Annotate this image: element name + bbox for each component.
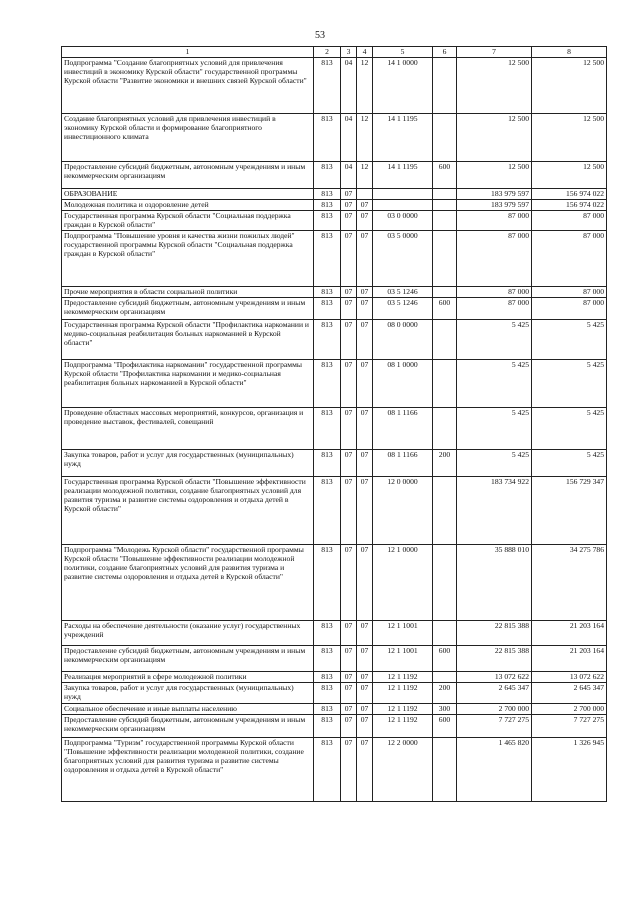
table-row <box>62 545 607 621</box>
table-row <box>62 58 607 114</box>
row-code-subsection: 07 <box>357 672 373 683</box>
row-code-subsection: 07 <box>357 231 373 287</box>
row-code-subsection: 12 <box>357 58 373 114</box>
row-amount-1: 13 072 622 <box>457 672 532 683</box>
row-code-subsection <box>357 189 373 200</box>
table-row <box>62 477 607 545</box>
row-code-section: 07 <box>341 287 357 298</box>
row-amount-1: 87 000 <box>457 231 532 287</box>
row-name: Предоставление субсидий бюджетным, автономным учреждениям и иным некоммерческим организациям <box>62 162 314 189</box>
row-code-expense-type <box>433 408 457 450</box>
row-code-admin: 813 <box>314 545 341 621</box>
row-code-admin: 813 <box>314 704 341 715</box>
row-amount-2: 12 500 <box>532 162 607 189</box>
row-name: Создание благоприятных условий для привлечения инвестиций в экономику Курской области и формирование благоприятного инвестиционного климата <box>62 114 314 162</box>
row-code-section: 07 <box>341 189 357 200</box>
row-code-admin: 813 <box>314 450 341 477</box>
row-amount-2: 156 974 022 <box>532 189 607 200</box>
row-code-subsection: 07 <box>357 683 373 704</box>
row-code-subsection: 07 <box>357 646 373 672</box>
row-code-admin: 813 <box>314 477 341 545</box>
table-row <box>62 683 607 704</box>
row-name: Государственная программа Курской области "Профилактика наркомании и медико-социальная реабилитация больных наркоманией в Курской области" <box>62 320 314 360</box>
row-amount-2: 2 645 347 <box>532 683 607 704</box>
row-code-expense-type <box>433 672 457 683</box>
table-row <box>62 360 607 408</box>
row-amount-1: 183 979 597 <box>457 200 532 211</box>
row-code-expense-type <box>433 58 457 114</box>
row-code-expense-type <box>433 211 457 231</box>
row-amount-1: 22 815 388 <box>457 621 532 646</box>
row-code-target: 14 1 1195 <box>373 162 433 189</box>
row-code-subsection: 12 <box>357 114 373 162</box>
row-amount-1: 87 000 <box>457 211 532 231</box>
row-amount-1: 7 727 275 <box>457 715 532 738</box>
table-row <box>62 287 607 298</box>
row-name: Молодежная политика и оздоровление детей <box>62 200 314 211</box>
row-code-subsection: 07 <box>357 738 373 802</box>
row-code-expense-type <box>433 200 457 211</box>
row-code-target: 12 1 0000 <box>373 545 433 621</box>
row-amount-2: 21 203 164 <box>532 621 607 646</box>
row-code-section: 07 <box>341 320 357 360</box>
row-code-subsection: 07 <box>357 287 373 298</box>
row-name: Государственная программа Курской области "Повышение эффективности реализации молодежной политики, создание благоприятных условий для развития туризма и развитие системы оздоровления и отдыха детей в Курской области" <box>62 477 314 545</box>
row-code-section: 07 <box>341 298 357 320</box>
row-code-section: 07 <box>341 738 357 802</box>
row-code-section: 07 <box>341 683 357 704</box>
row-code-expense-type: 200 <box>433 450 457 477</box>
row-name: Подпрограмма "Туризм" государственной программы Курской области "Повышение эффективности реализации молодежной политики, создание благоприятных условий для развития туризма и развитие системы оздоровления и отдыха детей в Курской области" <box>62 738 314 802</box>
row-code-subsection: 07 <box>357 545 373 621</box>
row-code-admin: 813 <box>314 360 341 408</box>
row-code-target: 12 0 0000 <box>373 477 433 545</box>
row-code-section: 07 <box>341 450 357 477</box>
row-code-admin: 813 <box>314 298 341 320</box>
row-name: Реализация мероприятий в сфере молодежной политики <box>62 672 314 683</box>
row-amount-2: 156 729 347 <box>532 477 607 545</box>
row-amount-1: 183 979 597 <box>457 189 532 200</box>
row-code-target: 12 1 1192 <box>373 715 433 738</box>
row-name: Предоставление субсидий бюджетным, автономным учреждениям и иным некоммерческим организациям <box>62 646 314 672</box>
row-name: Подпрограмма "Молодежь Курской области" государственной программы Курской области "Повышение эффективности реализации молодежной политики, создание благоприятных условий для развития туризма и развитие системы оздоровления и отдыха детей в Курской области" <box>62 545 314 621</box>
row-code-section: 07 <box>341 646 357 672</box>
table-row <box>62 672 607 683</box>
row-code-section: 07 <box>341 211 357 231</box>
row-code-admin: 813 <box>314 231 341 287</box>
row-code-target: 08 0 0000 <box>373 320 433 360</box>
row-code-admin: 813 <box>314 162 341 189</box>
row-code-subsection: 07 <box>357 477 373 545</box>
table-row <box>62 231 607 287</box>
row-code-admin: 813 <box>314 58 341 114</box>
row-code-admin: 813 <box>314 114 341 162</box>
row-amount-2: 87 000 <box>532 231 607 287</box>
row-amount-2: 87 000 <box>532 211 607 231</box>
row-code-target: 14 1 1195 <box>373 114 433 162</box>
row-code-subsection: 07 <box>357 298 373 320</box>
row-code-expense-type <box>433 114 457 162</box>
page-number: 53 <box>315 30 325 41</box>
row-name: Предоставление субсидий бюджетным, автономным учреждениям и иным некоммерческим организациям <box>62 715 314 738</box>
row-code-section: 04 <box>341 58 357 114</box>
row-code-target: 08 1 1166 <box>373 450 433 477</box>
row-code-subsection: 07 <box>357 200 373 211</box>
row-code-expense-type: 200 <box>433 683 457 704</box>
row-amount-2: 34 275 786 <box>532 545 607 621</box>
row-code-subsection: 07 <box>357 450 373 477</box>
row-amount-1: 87 000 <box>457 298 532 320</box>
row-code-admin: 813 <box>314 287 341 298</box>
row-code-expense-type <box>433 287 457 298</box>
row-code-section: 07 <box>341 360 357 408</box>
row-code-section: 07 <box>341 621 357 646</box>
row-code-expense-type <box>433 189 457 200</box>
row-amount-2: 5 425 <box>532 360 607 408</box>
row-code-expense-type <box>433 621 457 646</box>
row-code-target: 03 5 0000 <box>373 231 433 287</box>
row-amount-1: 5 425 <box>457 320 532 360</box>
row-code-target: 12 2 0000 <box>373 738 433 802</box>
row-code-section: 07 <box>341 477 357 545</box>
row-code-target: 12 1 1192 <box>373 683 433 704</box>
table-row <box>62 320 607 360</box>
row-amount-1: 1 465 820 <box>457 738 532 802</box>
row-code-target: 08 1 1166 <box>373 408 433 450</box>
header-col-3: 3 <box>341 47 357 58</box>
header-col-1: 1 <box>62 47 314 58</box>
row-code-section: 04 <box>341 114 357 162</box>
row-amount-2: 5 425 <box>532 320 607 360</box>
row-amount-1: 87 000 <box>457 287 532 298</box>
row-name: Социальное обеспечение и иные выплаты населению <box>62 704 314 715</box>
row-code-target: 12 1 1001 <box>373 621 433 646</box>
row-code-target: 12 1 1192 <box>373 672 433 683</box>
row-amount-2: 87 000 <box>532 298 607 320</box>
header-col-4: 4 <box>357 47 373 58</box>
table-row <box>62 704 607 715</box>
row-amount-1: 2 645 347 <box>457 683 532 704</box>
header-col-2: 2 <box>314 47 341 58</box>
row-amount-2: 1 326 945 <box>532 738 607 802</box>
row-code-target <box>373 189 433 200</box>
row-code-subsection: 12 <box>357 162 373 189</box>
row-code-admin: 813 <box>314 683 341 704</box>
table-row <box>62 621 607 646</box>
row-name: Подпрограмма "Повышение уровня и качества жизни пожилых людей" государственной программы Курской области "Социальная поддержка граждан в Курской области" <box>62 231 314 287</box>
row-code-admin: 813 <box>314 621 341 646</box>
row-name: Прочие мероприятия в области социальной политики <box>62 287 314 298</box>
row-code-section: 04 <box>341 162 357 189</box>
table-row <box>62 450 607 477</box>
row-code-expense-type: 300 <box>433 704 457 715</box>
row-code-admin: 813 <box>314 715 341 738</box>
row-code-admin: 813 <box>314 672 341 683</box>
budget-table <box>61 46 607 802</box>
row-amount-1: 183 734 922 <box>457 477 532 545</box>
row-code-subsection: 07 <box>357 704 373 715</box>
table-row <box>62 298 607 320</box>
row-code-expense-type <box>433 360 457 408</box>
row-amount-1: 5 425 <box>457 360 532 408</box>
row-code-subsection: 07 <box>357 320 373 360</box>
row-code-subsection: 07 <box>357 715 373 738</box>
table-row <box>62 738 607 802</box>
row-amount-1: 2 700 000 <box>457 704 532 715</box>
row-code-subsection: 07 <box>357 408 373 450</box>
row-code-admin: 813 <box>314 189 341 200</box>
row-name: Подпрограмма "Профилактика наркомании" государственной программы Курской области "Профилактика наркомании и медико-социальная реабилитация больных наркоманией в Курской области" <box>62 360 314 408</box>
row-name: Государственная программа Курской области "Социальная поддержка граждан в Курской области" <box>62 211 314 231</box>
table-row <box>62 114 607 162</box>
row-code-expense-type: 600 <box>433 298 457 320</box>
row-amount-2: 21 203 164 <box>532 646 607 672</box>
row-amount-2: 12 500 <box>532 114 607 162</box>
row-name: Расходы на обеспечение деятельности (оказание услуг) государственных учреждений <box>62 621 314 646</box>
header-col-5: 5 <box>373 47 433 58</box>
row-amount-1: 5 425 <box>457 408 532 450</box>
row-amount-2: 5 425 <box>532 450 607 477</box>
row-name: Проведение областных массовых мероприятий, конкурсов, организация и проведение выставок, фестивалей, совещаний <box>62 408 314 450</box>
table-row <box>62 200 607 211</box>
header-col-8: 8 <box>532 47 607 58</box>
row-amount-1: 5 425 <box>457 450 532 477</box>
row-name: Подпрограмма "Создание благоприятных условий для привлечения инвестиций в экономику Курской области" государственной программы Курской области "Развитие экономики и внешних связей Курской области" <box>62 58 314 114</box>
row-name: Закупка товаров, работ и услуг для государственных (муниципальных) нужд <box>62 683 314 704</box>
row-code-section: 07 <box>341 545 357 621</box>
table-row <box>62 162 607 189</box>
row-code-admin: 813 <box>314 646 341 672</box>
row-code-admin: 813 <box>314 408 341 450</box>
row-code-section: 07 <box>341 672 357 683</box>
row-amount-2: 13 072 622 <box>532 672 607 683</box>
row-code-section: 07 <box>341 408 357 450</box>
row-code-admin: 813 <box>314 738 341 802</box>
row-amount-1: 22 815 388 <box>457 646 532 672</box>
row-code-target: 03 0 0000 <box>373 211 433 231</box>
row-code-section: 07 <box>341 200 357 211</box>
row-amount-1: 12 500 <box>457 162 532 189</box>
row-code-expense-type <box>433 738 457 802</box>
row-code-admin: 813 <box>314 320 341 360</box>
row-code-expense-type: 600 <box>433 162 457 189</box>
row-amount-2: 5 425 <box>532 408 607 450</box>
row-name: ОБРАЗОВАНИЕ <box>62 189 314 200</box>
row-amount-2: 12 500 <box>532 58 607 114</box>
table-row <box>62 715 607 738</box>
row-code-admin: 813 <box>314 200 341 211</box>
row-code-subsection: 07 <box>357 360 373 408</box>
row-code-target <box>373 200 433 211</box>
row-amount-1: 12 500 <box>457 114 532 162</box>
row-code-target: 08 1 0000 <box>373 360 433 408</box>
table-row <box>62 189 607 200</box>
table-row <box>62 408 607 450</box>
row-amount-2: 7 727 275 <box>532 715 607 738</box>
row-amount-2: 2 700 000 <box>532 704 607 715</box>
row-amount-2: 156 974 022 <box>532 200 607 211</box>
row-code-target: 03 5 1246 <box>373 287 433 298</box>
table-header-row <box>62 47 607 58</box>
row-amount-1: 35 888 010 <box>457 545 532 621</box>
row-code-subsection: 07 <box>357 211 373 231</box>
row-code-target: 03 5 1246 <box>373 298 433 320</box>
row-code-section: 07 <box>341 715 357 738</box>
row-code-expense-type <box>433 320 457 360</box>
table-row <box>62 211 607 231</box>
row-code-section: 07 <box>341 231 357 287</box>
row-code-expense-type: 600 <box>433 646 457 672</box>
row-code-expense-type <box>433 231 457 287</box>
row-code-admin: 813 <box>314 211 341 231</box>
row-code-target: 14 1 0000 <box>373 58 433 114</box>
row-code-target: 12 1 1001 <box>373 646 433 672</box>
row-name: Предоставление субсидий бюджетным, автономным учреждениям и иным некоммерческим организациям <box>62 298 314 320</box>
row-code-expense-type <box>433 477 457 545</box>
row-code-target: 12 1 1192 <box>373 704 433 715</box>
table-row <box>62 646 607 672</box>
row-code-subsection: 07 <box>357 621 373 646</box>
row-amount-2: 87 000 <box>532 287 607 298</box>
row-code-expense-type <box>433 545 457 621</box>
row-amount-1: 12 500 <box>457 58 532 114</box>
row-name: Закупка товаров, работ и услуг для государственных (муниципальных) нужд <box>62 450 314 477</box>
header-col-7: 7 <box>457 47 532 58</box>
table-body <box>62 58 607 802</box>
header-col-6: 6 <box>433 47 457 58</box>
row-code-expense-type: 600 <box>433 715 457 738</box>
row-code-section: 07 <box>341 704 357 715</box>
